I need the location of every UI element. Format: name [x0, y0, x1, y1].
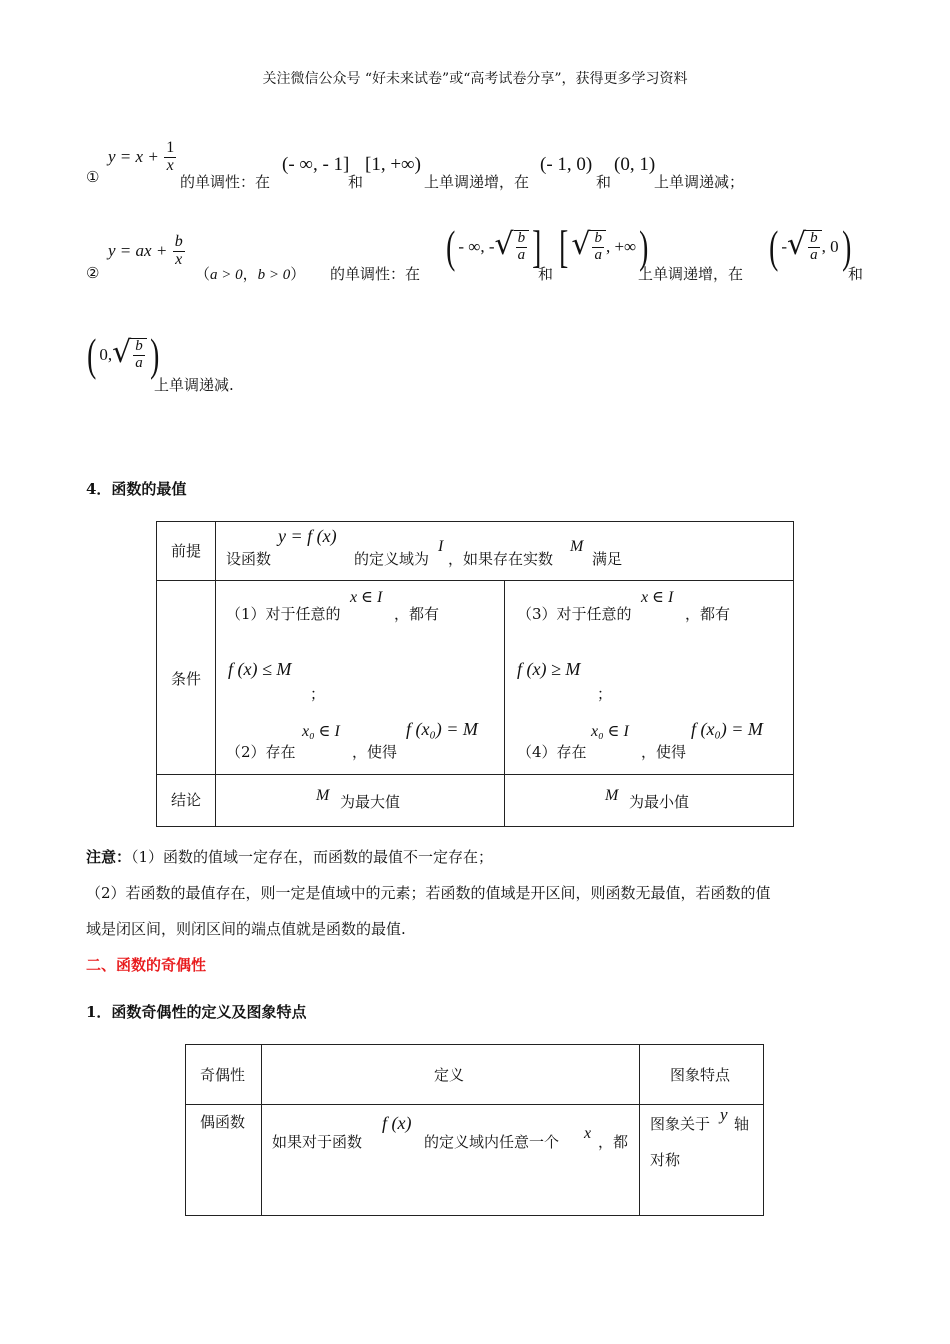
item1-interval3: (- 1, 0): [540, 154, 593, 175]
conclusion-min-cell: [505, 775, 794, 827]
cond2-equation: f (x₀) = M: [406, 719, 478, 739]
item2-i2-close: ): [639, 221, 649, 272]
item2-func-left: y = ax +: [108, 240, 168, 260]
cond1-math: x ∈ I: [350, 589, 383, 606]
parity-col1-header: [186, 1045, 262, 1105]
even-graph-text-a: 图象关于: [650, 1115, 711, 1133]
cond4-math: x₀ ∈ I: [591, 723, 629, 740]
cond2-text-b: ，使得: [352, 743, 398, 761]
item2-cond-open: （: [195, 265, 211, 283]
item1-function: [108, 140, 176, 175]
item2-i1-den: a: [517, 247, 526, 263]
item2-cond-sep: ，: [242, 265, 258, 283]
item2-function: [108, 234, 185, 269]
premise-text-a: 设函数: [226, 550, 272, 568]
item2-i4-left: 0,: [99, 345, 113, 364]
item2-cond-b: b > 0: [257, 267, 291, 283]
item2-i3-left: -: [781, 237, 787, 256]
even-def-text-a: 如果对于函数: [272, 1133, 363, 1151]
condition-max-cell: [216, 581, 505, 775]
cond4-text-b: ，使得: [641, 743, 687, 761]
even-graph-text-c: 对称: [650, 1151, 681, 1169]
premise-content-cell: [216, 522, 794, 581]
item2-i4-open: (: [87, 329, 97, 380]
extremum-table: [156, 521, 794, 827]
premise-text-d: 满足: [592, 550, 623, 568]
item2-text3: 上单调递增，在: [638, 265, 744, 283]
item1-text3: 上单调递增，在: [424, 173, 530, 191]
even-def-func: f (x): [382, 1113, 412, 1133]
item2-i1-radical: √: [494, 227, 514, 263]
item2-fraction: [173, 234, 185, 269]
parity-table: [185, 1044, 764, 1216]
premise-M: M: [570, 538, 584, 555]
item2-i4-radical: √: [112, 335, 132, 371]
table-row-premise: [157, 522, 794, 581]
item2-interval3: [766, 218, 854, 276]
item2-cond-close: ）: [290, 265, 306, 283]
item2-text5: 上单调递减.: [154, 376, 234, 394]
parity-col2-header: [262, 1045, 640, 1105]
premise-label: 前提: [171, 542, 202, 560]
condition-label: 条件: [171, 670, 202, 688]
item1-fraction: [164, 140, 176, 175]
item2-i1-close: ]: [532, 221, 542, 272]
table-row-conclusion: [157, 775, 794, 827]
item2-frac-den: x: [175, 250, 183, 268]
even-definition-cell: [262, 1105, 640, 1216]
item1-frac-den: x: [166, 156, 174, 174]
even-def-text-b: 的定义域内任意一个: [424, 1133, 560, 1151]
item2-i3-radical: √: [787, 227, 807, 263]
cond1-semicolon: ；: [310, 685, 326, 703]
item2-i2-radical: √: [571, 227, 591, 263]
cond2-text-a: （2）存在: [226, 743, 296, 761]
col-parity-label: 奇偶性: [200, 1066, 246, 1084]
item2-i2-right: , +∞: [605, 237, 637, 256]
cond4-text-a: （4）存在: [517, 743, 587, 761]
item1-text2: 和: [348, 173, 364, 191]
premise-text-c: ，如果存在实数: [448, 550, 554, 568]
item2-i3-open: (: [769, 221, 779, 272]
cond2-math: x₀ ∈ I: [302, 723, 340, 740]
item2-text2: 和: [538, 265, 554, 283]
item2-i4-num: b: [135, 338, 143, 355]
item2-i1-num: b: [517, 230, 526, 247]
item2-i2-sqrt: [571, 227, 606, 264]
item1-interval2: [1, +∞): [365, 154, 421, 175]
even-graph-text-b: 轴: [734, 1115, 750, 1133]
item2-condition: [195, 263, 305, 284]
conclusion-M-max: M: [316, 787, 330, 804]
even-def-text-c: ，都: [598, 1133, 629, 1151]
item2-i4-close: ): [149, 329, 159, 380]
even-graph-y: y: [720, 1105, 728, 1124]
item2-i3-right: , 0: [821, 237, 839, 256]
condition-min-cell: [505, 581, 794, 775]
note-line1-text: （1）函数的值域一定存在，而函数的最值不一定存在；: [131, 848, 494, 866]
item1-interval4: (0, 1): [614, 154, 656, 175]
item1-marker: ①: [86, 168, 100, 186]
item2-i3-num: b: [810, 230, 818, 247]
premise-func: y = f (x): [278, 526, 337, 546]
item2-interval1: [443, 218, 544, 276]
cond3-text-a: （3）对于任意的: [517, 605, 632, 623]
note-line3: 域是闭区间，则闭区间的端点值就是函数的最值.: [86, 920, 406, 938]
condition-label-cell: [157, 581, 216, 775]
cond1-text-b: ，都有: [394, 605, 440, 623]
cond3-semicolon: ；: [597, 685, 613, 703]
item2-i1-sqrt: [494, 227, 530, 264]
cond3-text-b: ，都有: [685, 605, 731, 623]
cond1-text-a: （1）对于任意的: [226, 605, 341, 623]
item2-i3-den: a: [810, 247, 818, 263]
note-line2: （2）若函数的最值存在，则一定是值域中的元素；若函数的值域是开区间，则函数无最值，若函数的值: [86, 884, 771, 902]
page-header: 关注微信公众号 “好未来试卷”或“高考试卷分享”，获得更多学习资料: [262, 71, 688, 87]
note-label: 注意：: [86, 848, 132, 866]
conclusion-max-text: 为最大值: [340, 793, 401, 811]
even-function-label: 偶函数: [200, 1113, 246, 1131]
premise-label-cell: [157, 522, 216, 581]
item2-marker: ②: [86, 264, 100, 282]
cond3-math: x ∈ I: [641, 589, 674, 606]
parity-col3-header: [640, 1045, 764, 1105]
conclusion-label: 结论: [171, 791, 202, 809]
item2-text4: 和: [848, 265, 864, 283]
parity-row-even: [186, 1105, 764, 1216]
col-graph-label: 图象特点: [670, 1066, 731, 1084]
section-two-subtitle: 1．函数奇偶性的定义及图象特点: [86, 1003, 307, 1021]
item2-cond-a: a > 0: [210, 267, 243, 283]
even-def-x: x: [584, 1125, 592, 1142]
item2-i1-open: (: [446, 221, 456, 272]
item2-i3-close: ): [841, 221, 851, 272]
item2-interval4: [84, 326, 162, 384]
premise-I: I: [438, 538, 444, 555]
item2-i2-open: [: [559, 221, 569, 272]
section4-title: 4．函数的最值: [86, 480, 187, 498]
parity-header-row: [186, 1045, 764, 1105]
conclusion-min-text: 为最小值: [629, 793, 690, 811]
item2-frac-num: b: [174, 233, 183, 250]
conclusion-label-cell: [157, 775, 216, 827]
item2-i3-sqrt: [787, 227, 822, 264]
cond1-inequality: f (x) ≤ M: [228, 659, 292, 679]
conclusion-max-cell: [216, 775, 505, 827]
note-line1: [86, 846, 493, 867]
item1-frac-num: 1: [166, 139, 175, 156]
cond3-inequality: f (x) ≥ M: [517, 659, 581, 679]
even-label-cell: [186, 1105, 262, 1216]
item2-i2-num: b: [594, 230, 602, 247]
item2-i1-left: - ∞, -: [458, 237, 495, 256]
cond4-equation: f (x₀) = M: [691, 719, 763, 739]
col-definition-label: 定义: [434, 1066, 465, 1084]
item2-text1: 的单调性：在: [330, 265, 421, 283]
conclusion-M-min: M: [605, 787, 619, 804]
item2-i4-sqrt: [112, 335, 147, 372]
item1-interval1: (- ∞, - 1]: [282, 154, 350, 175]
item2-i2-den: a: [594, 247, 602, 263]
item1-text1: 的单调性：在: [180, 173, 271, 191]
table-row-condition: [157, 581, 794, 775]
item1-text5: 上单调递减；: [654, 173, 745, 191]
item1-text4: 和: [596, 173, 612, 191]
premise-text-b: 的定义域为: [354, 550, 430, 568]
section-two-title: 二、函数的奇偶性: [86, 956, 207, 974]
even-graph-cell: [640, 1105, 764, 1216]
item2-i4-den: a: [135, 355, 143, 371]
item1-func-left: y = x +: [108, 146, 159, 166]
